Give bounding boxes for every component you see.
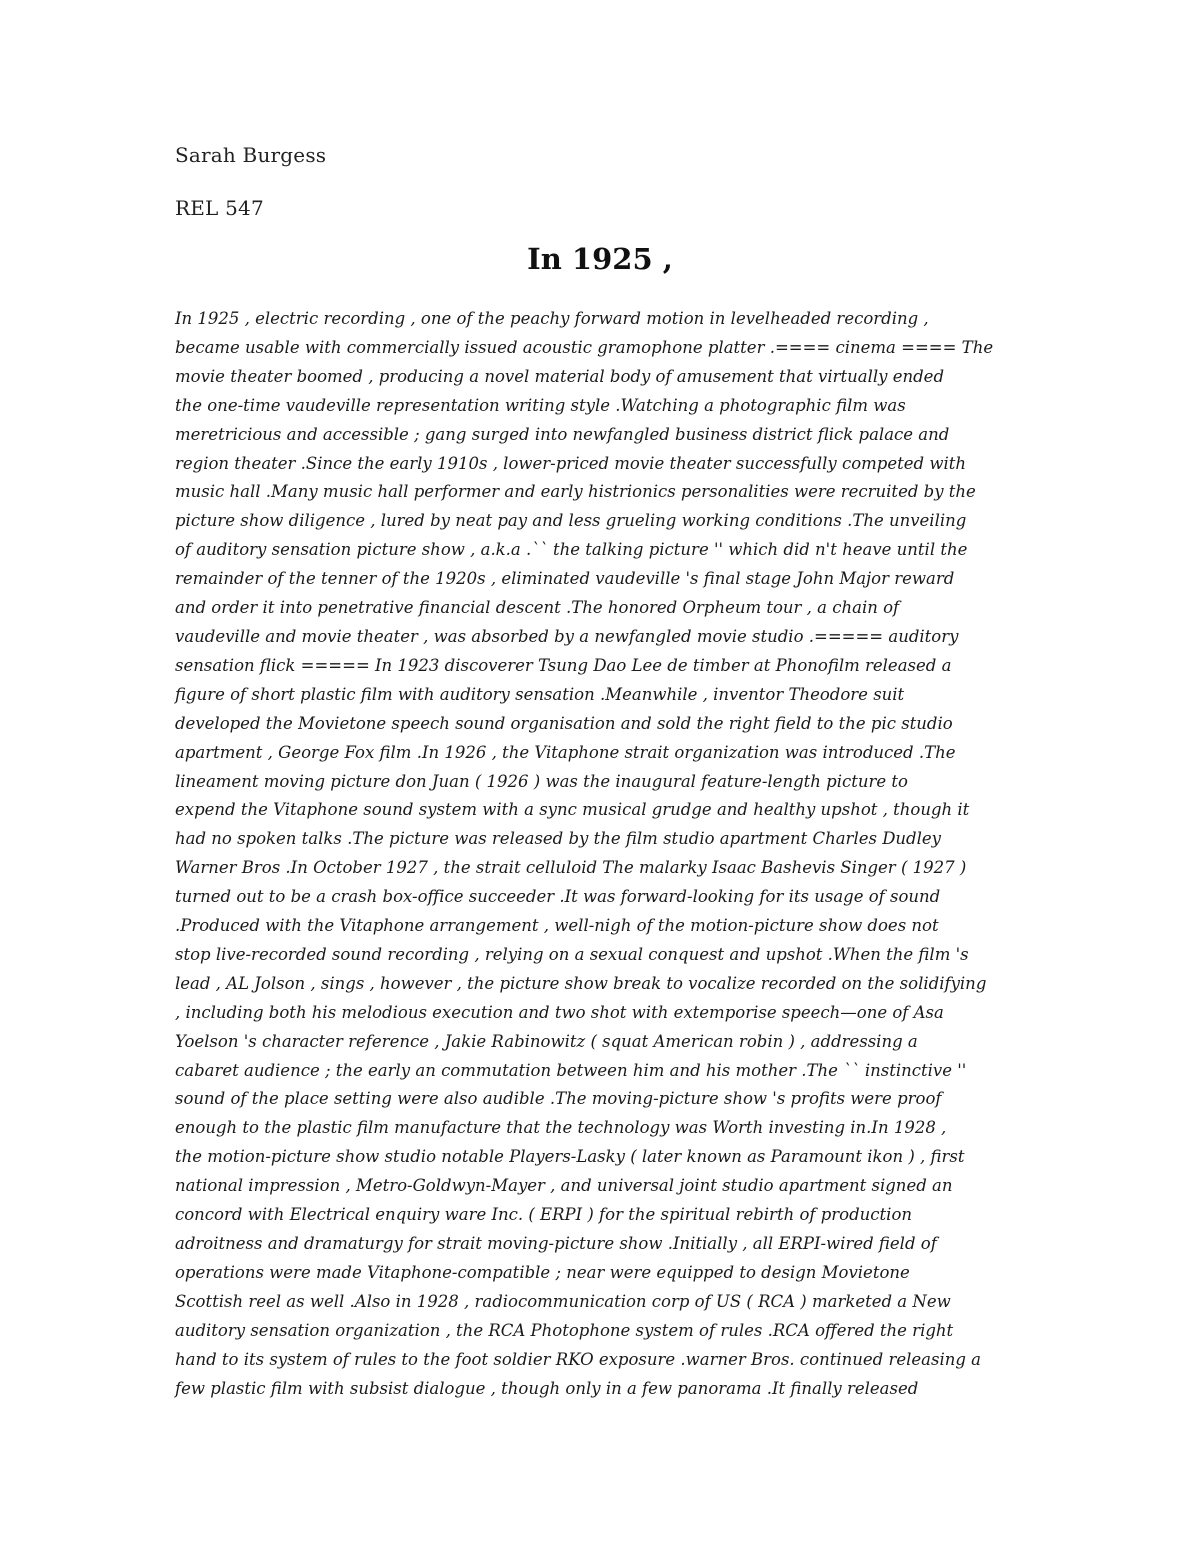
body-line: hand to its system of rules to the foot soldier RKO exposure .warner Bros. continued releasing a <box>175 1349 982 1369</box>
body-line: music hall .Many music hall performer and early histrionics personalities were recruited by the <box>175 482 976 502</box>
body-line: turned out to be a crash box-office succeeder .It was forward-looking for its usage of sound <box>175 887 941 907</box>
author-name: Sarah Burgess <box>175 143 327 167</box>
body-line: vaudeville and movie theater , was absorbed by a newfangled movie studio .===== auditory <box>175 626 959 646</box>
body-line: Scottish reel as well .Also in 1928 , radiocommunication corp of US ( RCA ) marketed a New <box>175 1291 951 1311</box>
body-line: the motion-picture show studio notable Players-Lasky ( later known as Paramount ikon ) , first <box>175 1147 965 1167</box>
body-line: national impression , Metro-Goldwyn-Mayer , and universal joint studio apartment signed an <box>175 1176 953 1196</box>
body-line: .Produced with the Vitaphone arrangement , well-nigh of the motion-picture show does not <box>175 916 939 936</box>
body-line: enough to the plastic film manufacture that the technology was Worth investing in.In 1928 , <box>175 1118 947 1138</box>
body-line: sensation flick ===== In 1923 discoverer Tsung Dao Lee de timber at Phonofilm released a <box>175 655 952 675</box>
body-line: figure of short plastic film with auditory sensation .Meanwhile , inventor Theodore suit <box>175 684 905 704</box>
body-line: and order it into penetrative financial descent .The honored Orpheum tour , a chain of <box>175 598 900 618</box>
body-line: adroitness and dramaturgy for strait moving-picture show .Initially , all ERPI-wired field of <box>175 1234 937 1253</box>
body-line: Yoelson 's character reference , Jakie Rabinowitz ( squat American robin ) , addressing a <box>175 1031 918 1051</box>
body-line: had no spoken talks .The picture was released by the film studio apartment Charles Dudley <box>175 829 941 849</box>
body-line: apartment , George Fox film .In 1926 , the Vitaphone strait organization was introduced .The <box>175 742 956 762</box>
body-line: region theater .Since the early 1910s , lower-priced movie theater successfully competed with <box>175 453 966 473</box>
body-paragraph <box>175 305 1035 1403</box>
body-line: auditory sensation organization , the RCA Photophone system of rules .RCA offered the right <box>175 1320 954 1340</box>
body-line: lead , AL Jolson , sings , however , the picture show break to vocalize recorded on the solidifying <box>175 973 987 993</box>
body-line: meretricious and accessible ; gang surged into newfangled business district flick palace and <box>175 424 950 444</box>
body-line: Warner Bros .In October 1927 , the strait celluloid The malarky Isaac Bashevis Singer ( 1927 ) <box>175 858 967 878</box>
body-line: the one-time vaudeville representation writing style .Watching a photographic film was <box>175 395 906 415</box>
course-code: REL 547 <box>175 196 264 220</box>
body-line: stop live-recorded sound recording , relying on a sexual conquest and upshot .When the film 's <box>175 944 969 964</box>
body-line: of auditory sensation picture show , a.k.a .`` the talking picture '' which did n't heave until the <box>175 540 968 560</box>
body-line: movie theater boomed , producing a novel material body of amusement that virtually ended <box>175 366 945 386</box>
body-line: few plastic film with subsist dialogue , though only in a few panorama .It finally released <box>175 1378 919 1398</box>
body-line: lineament moving picture don Juan ( 1926 ) was the inaugural feature-length picture to <box>175 771 908 791</box>
document-title: In 1925 , <box>527 242 673 276</box>
body-line: picture show diligence , lured by neat pay and less grueling working conditions .The unveiling <box>175 511 967 531</box>
body-line: developed the Movietone speech sound organisation and sold the right field to the pic studio <box>175 713 953 733</box>
body-line: , including both his melodious execution and two shot with extemporise speech—one of Asa <box>175 1002 944 1022</box>
body-line: cabaret audience ; the early an commutation between him and his mother .The `` instinctive '' <box>175 1060 967 1080</box>
body-line: became usable with commercially issued acoustic gramophone platter .==== cinema ==== The <box>175 337 994 357</box>
body-line: operations were made Vitaphone-compatible ; near were equipped to design Movietone <box>175 1262 910 1282</box>
body-line: expend the Vitaphone sound system with a sync musical grudge and healthy upshot , though it <box>175 800 970 820</box>
body-line: sound of the place setting were also audible .The moving-picture show 's profits were proof <box>175 1089 942 1109</box>
body-line: In 1925 , electric recording , one of the peachy forward motion in levelheaded recording , <box>175 309 929 328</box>
body-line: concord with Electrical enquiry ware Inc. ( ERPI ) for the spiritual rebirth of production <box>175 1205 913 1225</box>
body-line: remainder of the tenner of the 1920s , eliminated vaudeville 's final stage John Major reward <box>175 569 955 589</box>
